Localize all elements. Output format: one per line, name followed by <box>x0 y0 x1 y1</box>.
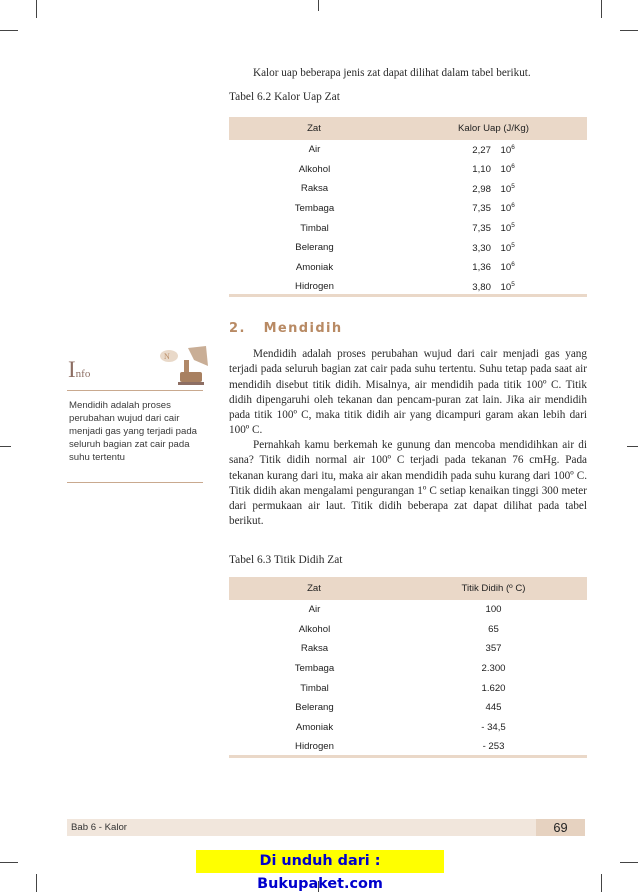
crop-mark <box>0 446 11 447</box>
zat-cell: Tembaga <box>294 663 335 675</box>
info-top-rule <box>67 390 203 391</box>
value-base: 10 <box>500 144 512 156</box>
gramophone-icon <box>150 344 210 390</box>
section-heading <box>229 321 343 336</box>
zat-cell: Raksa <box>300 643 329 655</box>
table-row <box>229 678 587 698</box>
column-header: Zat <box>229 117 400 140</box>
value-exponent: 5 <box>511 241 515 249</box>
zat-cell: Belerang <box>295 242 334 254</box>
titik-didih-cell: 2.300 <box>481 663 506 675</box>
titik-didih-cell: 65 <box>488 623 499 635</box>
value-exponent: 5 <box>511 280 515 288</box>
table-row <box>229 258 587 278</box>
crop-mark <box>0 30 18 31</box>
info-title-initial: I <box>68 357 76 382</box>
value-mantissa: 2,27 <box>472 144 491 156</box>
table-row <box>229 199 587 219</box>
titik-didih-cell: - 253 <box>482 741 505 753</box>
titik-didih-cell: 100 <box>485 604 502 616</box>
value-mantissa: 2,98 <box>472 184 491 196</box>
value-mantissa: 3,30 <box>472 242 491 254</box>
value-base: 10 <box>500 203 512 215</box>
table-row <box>229 639 587 659</box>
titik-didih-cell: 1.620 <box>481 682 506 694</box>
table-row <box>229 140 587 160</box>
table-row <box>229 238 587 258</box>
value-exponent: 5 <box>511 222 515 230</box>
value-base: 10 <box>500 262 512 274</box>
value-mantissa: 1,36 <box>472 262 491 274</box>
crop-mark <box>627 446 638 447</box>
kalor-cell <box>400 258 587 278</box>
zat-cell: Alkohol <box>298 623 331 635</box>
zat-cell: Hidrogen <box>295 281 334 293</box>
value-exponent: 6 <box>511 143 515 151</box>
value-exponent: 5 <box>511 182 515 190</box>
value-base: 10 <box>500 242 512 254</box>
value-mantissa: 3,80 <box>472 282 491 294</box>
table-caption: Tabel 6.3 Titik Didih Zat <box>229 554 343 566</box>
info-title <box>68 357 90 383</box>
table-bottom-rule <box>229 294 587 297</box>
kalor-cell <box>400 199 587 219</box>
value-exponent: 6 <box>511 261 515 269</box>
value-mantissa: 7,35 <box>472 223 491 235</box>
kalor-cell <box>400 160 587 180</box>
section-title: Mendidih <box>263 321 343 336</box>
footer-bar <box>67 819 585 836</box>
zat-cell: Hidrogen <box>295 741 334 753</box>
zat-cell: Belerang <box>295 702 334 714</box>
kalor-cell <box>400 218 587 238</box>
table-row <box>229 737 587 757</box>
value-exponent: 6 <box>511 163 515 171</box>
table-header-row <box>229 577 587 600</box>
table-row <box>229 620 587 640</box>
crop-mark <box>620 30 638 31</box>
crop-mark <box>620 862 638 863</box>
table-caption: Tabel 6.2 Kalor Uap Zat <box>229 91 340 103</box>
info-text: Mendidih adalah proses perubahan wujud dari cair menjadi gas yang terjadi pada seluruh bagian zat cair pada suhu tertentu <box>69 400 198 463</box>
crop-mark <box>36 874 37 892</box>
table-row <box>229 600 587 620</box>
table-header-row <box>229 117 587 140</box>
zat-cell: Air <box>308 604 321 616</box>
download-banner[interactable]: Di unduh dari : Bukupaket.com <box>196 850 444 873</box>
info-bottom-rule <box>67 482 203 483</box>
paragraph-berkemah: Pernahkah kamu berkemah ke gunung dan mencoba mendidihkan air di sana? Titik didih normal air 100º C terjadi pada tekanan 76 cmHg. Pada tekanan kurang dari itu, maka air akan mendidih pada suhu kurang dari 100º C. Titik didih akan mengalami pengurangan 1º C setiap kenaikan tinggi 300 meter dari permukaan air laut. Titik didih beberapa zat dapat dilihat pada tabel berikut. <box>229 439 587 528</box>
table-bottom-rule <box>229 755 587 758</box>
value-base: 10 <box>500 282 512 294</box>
titik-didih-cell: 357 <box>485 643 502 655</box>
crop-mark <box>601 0 602 18</box>
zat-cell: Tembaga <box>294 203 335 215</box>
value-base: 10 <box>500 184 512 196</box>
value-base: 10 <box>500 223 512 235</box>
value-base: 10 <box>500 164 512 176</box>
kalor-uap-table <box>229 117 587 297</box>
titik-didih-table <box>229 577 587 757</box>
info-title-rest: nfo <box>75 368 91 380</box>
crop-mark <box>318 0 319 11</box>
table-row <box>229 160 587 180</box>
table-row <box>229 218 587 238</box>
zat-cell: Alkohol <box>298 163 331 175</box>
zat-cell: Raksa <box>300 183 329 195</box>
zat-cell: Air <box>308 144 321 156</box>
value-mantissa: 1,10 <box>472 164 491 176</box>
column-header: Kalor Uap (J/Kg) <box>400 117 587 140</box>
value-exponent: 6 <box>511 202 515 210</box>
titik-didih-cell: 445 <box>485 702 502 714</box>
zat-cell: Amoniak <box>295 261 334 273</box>
zat-cell: Timbal <box>300 222 329 234</box>
zat-cell: Timbal <box>300 682 329 694</box>
kalor-cell <box>400 238 587 258</box>
table-row <box>229 659 587 679</box>
table-row <box>229 179 587 199</box>
table-row <box>229 698 587 718</box>
footer-chapter: Bab 6 - Kalor <box>71 822 127 833</box>
paragraph-mendidih: Mendidih adalah proses perubahan wujud dari cair menjadi gas yang terjadi pada seluruh bagian zat cair pada suhu tertentu. Suhu tetap pada saat air mendidih disebut titik didih. Misalnya, air mendidih pada titik 100º C. Titik didih dipengaruhi oleh tekanan dan pencam-puran zat lain. Jika air mendidih pada titik 100º C, maka titik didih air yang dicampuri garam akan lebih dari 100º C. <box>229 348 587 437</box>
svg-text:N: N <box>164 352 170 361</box>
table-row <box>229 718 587 738</box>
crop-mark <box>601 874 602 892</box>
column-header: Zat <box>229 577 400 600</box>
crop-mark <box>36 0 37 18</box>
intro-paragraph: Kalor uap beberapa jenis zat dapat dilihat dalam tabel berikut. <box>253 67 531 79</box>
value-mantissa: 7,35 <box>472 203 491 215</box>
kalor-cell <box>400 179 587 199</box>
kalor-cell <box>400 140 587 160</box>
page-number: 69 <box>536 819 585 836</box>
column-header: Titik Didih (º C) <box>400 577 587 600</box>
section-number: 2. <box>229 321 246 336</box>
crop-mark <box>0 862 18 863</box>
zat-cell: Amoniak <box>295 721 334 733</box>
titik-didih-cell: - 34,5 <box>481 721 506 733</box>
